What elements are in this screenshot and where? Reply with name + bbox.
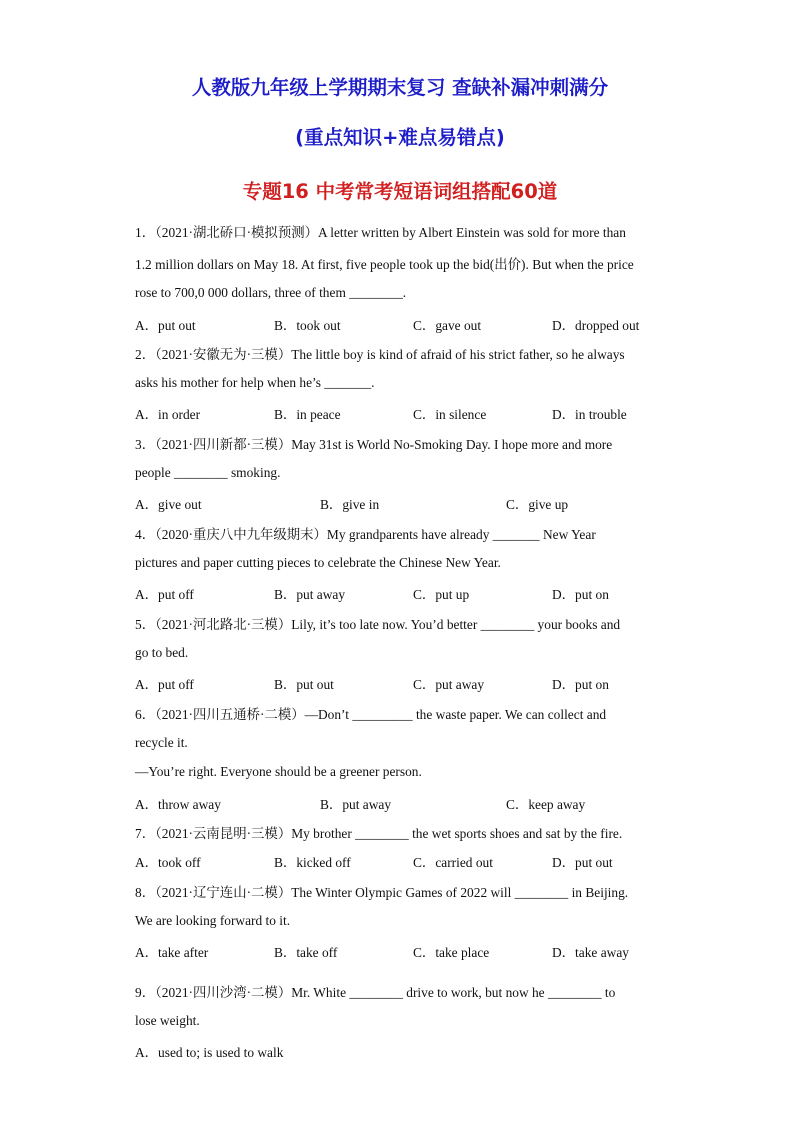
question-5-line-1: 5．（2021·河北路北·三模）Lily, it’s too late now. You’d better ________ your books and (135, 617, 621, 632)
question-2-option-c[interactable]: C．in silence (413, 407, 487, 422)
question-3-option-a[interactable]: A．give out (135, 497, 202, 512)
question-2-line-1: 2．（2021·安徽无为·三模）The little boy is kind of afraid of his strict father, so he always (135, 347, 625, 362)
question-3-option-c[interactable]: C．give up (506, 497, 569, 512)
question-1-option-b[interactable]: B．took out (274, 318, 341, 333)
topic-heading: 专题16 中考常考短语词组搭配60道 (242, 180, 558, 203)
question-6-option-c[interactable]: C．keep away (506, 797, 586, 812)
question-2-line-2: asks his mother for help when he’s _______. (135, 375, 375, 390)
question-5-option-b[interactable]: B．put out (274, 677, 334, 692)
question-5-option-c[interactable]: C．put away (413, 677, 485, 692)
question-4-option-c[interactable]: C．put up (413, 587, 470, 602)
question-5-line-2: go to bed. (135, 645, 189, 660)
question-4-option-b[interactable]: B．put away (274, 587, 346, 602)
question-2-option-b[interactable]: B．in peace (274, 407, 341, 422)
question-3-line-2: people ________ smoking. (135, 465, 281, 480)
question-5-option-d[interactable]: D．put on (552, 677, 609, 692)
question-6-line-2: recycle it. (135, 735, 188, 750)
question-1-option-a[interactable]: A．put out (135, 318, 196, 333)
question-7-option-b[interactable]: B．kicked off (274, 855, 351, 870)
question-7-line-1: 7．（2021·云南昆明·三模）My brother ________ the wet sports shoes and sat by the fire. (135, 826, 623, 841)
question-4-option-d[interactable]: D．put on (552, 587, 609, 602)
question-7-option-a[interactable]: A．took off (135, 855, 201, 870)
question-8-line-1: 8．（2021·辽宁连山·二模）The Winter Olympic Games of 2022 will ________ in Beijing. (135, 885, 629, 900)
question-1-option-c[interactable]: C．gave out (413, 318, 482, 333)
question-8-line-2: We are looking forward to it. (135, 913, 291, 928)
question-3-line-1: 3．（2021·四川新都·三模）May 31st is World No-Smoking Day. I hope more and more (135, 437, 613, 452)
document-title: 人教版九年级上学期期末复习 查缺补漏冲刺满分 (191, 76, 609, 99)
question-9-line-1: 9．（2021·四川沙湾·二模）Mr. White ________ drive to work, but now he ________ to (135, 985, 616, 1000)
question-8-option-a[interactable]: A．take after (135, 945, 209, 960)
question-1-line-3: rose to 700,0 000 dollars, three of them ________. (135, 285, 407, 300)
question-7-option-c[interactable]: C．carried out (413, 855, 493, 870)
question-4-line-2: pictures and paper cutting pieces to celebrate the Chinese New Year. (135, 555, 501, 570)
question-8-option-c[interactable]: C．take place (413, 945, 490, 960)
question-8-option-d[interactable]: D．take away (552, 945, 629, 960)
question-6-line-1: 6．（2021·四川五通桥·二模）—Don’t _________ the waste paper. We can collect and (135, 707, 607, 722)
question-5-option-a[interactable]: A．put off (135, 677, 194, 692)
question-9-option-a[interactable]: A．used to; is used to walk (135, 1045, 284, 1060)
question-4-option-a[interactable]: A．put off (135, 587, 194, 602)
question-1-line-2: 1.2 million dollars on May 18. At first, five people took up the bid(出价). But when the price (135, 257, 634, 272)
question-6-option-b[interactable]: B．put away (320, 797, 392, 812)
question-6-option-a[interactable]: A．throw away (135, 797, 221, 812)
question-9-line-2: lose weight. (135, 1013, 200, 1028)
question-8-option-b[interactable]: B．take off (274, 945, 338, 960)
question-7-option-d[interactable]: D．put out (552, 855, 613, 870)
question-2-option-a[interactable]: A．in order (135, 407, 201, 422)
question-4-line-1: 4．（2020·重庆八中九年级期末）My grandparents have already _______ New Year (135, 527, 596, 542)
question-1-line-1: 1．（2021·湖北硚口·模拟预测）A letter written by Albert Einstein was sold for more than (135, 225, 626, 240)
question-2-option-d[interactable]: D．in trouble (552, 407, 627, 422)
question-3-option-b[interactable]: B．give in (320, 497, 380, 512)
document-subtitle: (重点知识+难点易错点) (295, 126, 505, 149)
question-6-line-3: —You’re right. Everyone should be a greener person. (135, 764, 422, 779)
question-1-option-d[interactable]: D．dropped out (552, 318, 640, 333)
